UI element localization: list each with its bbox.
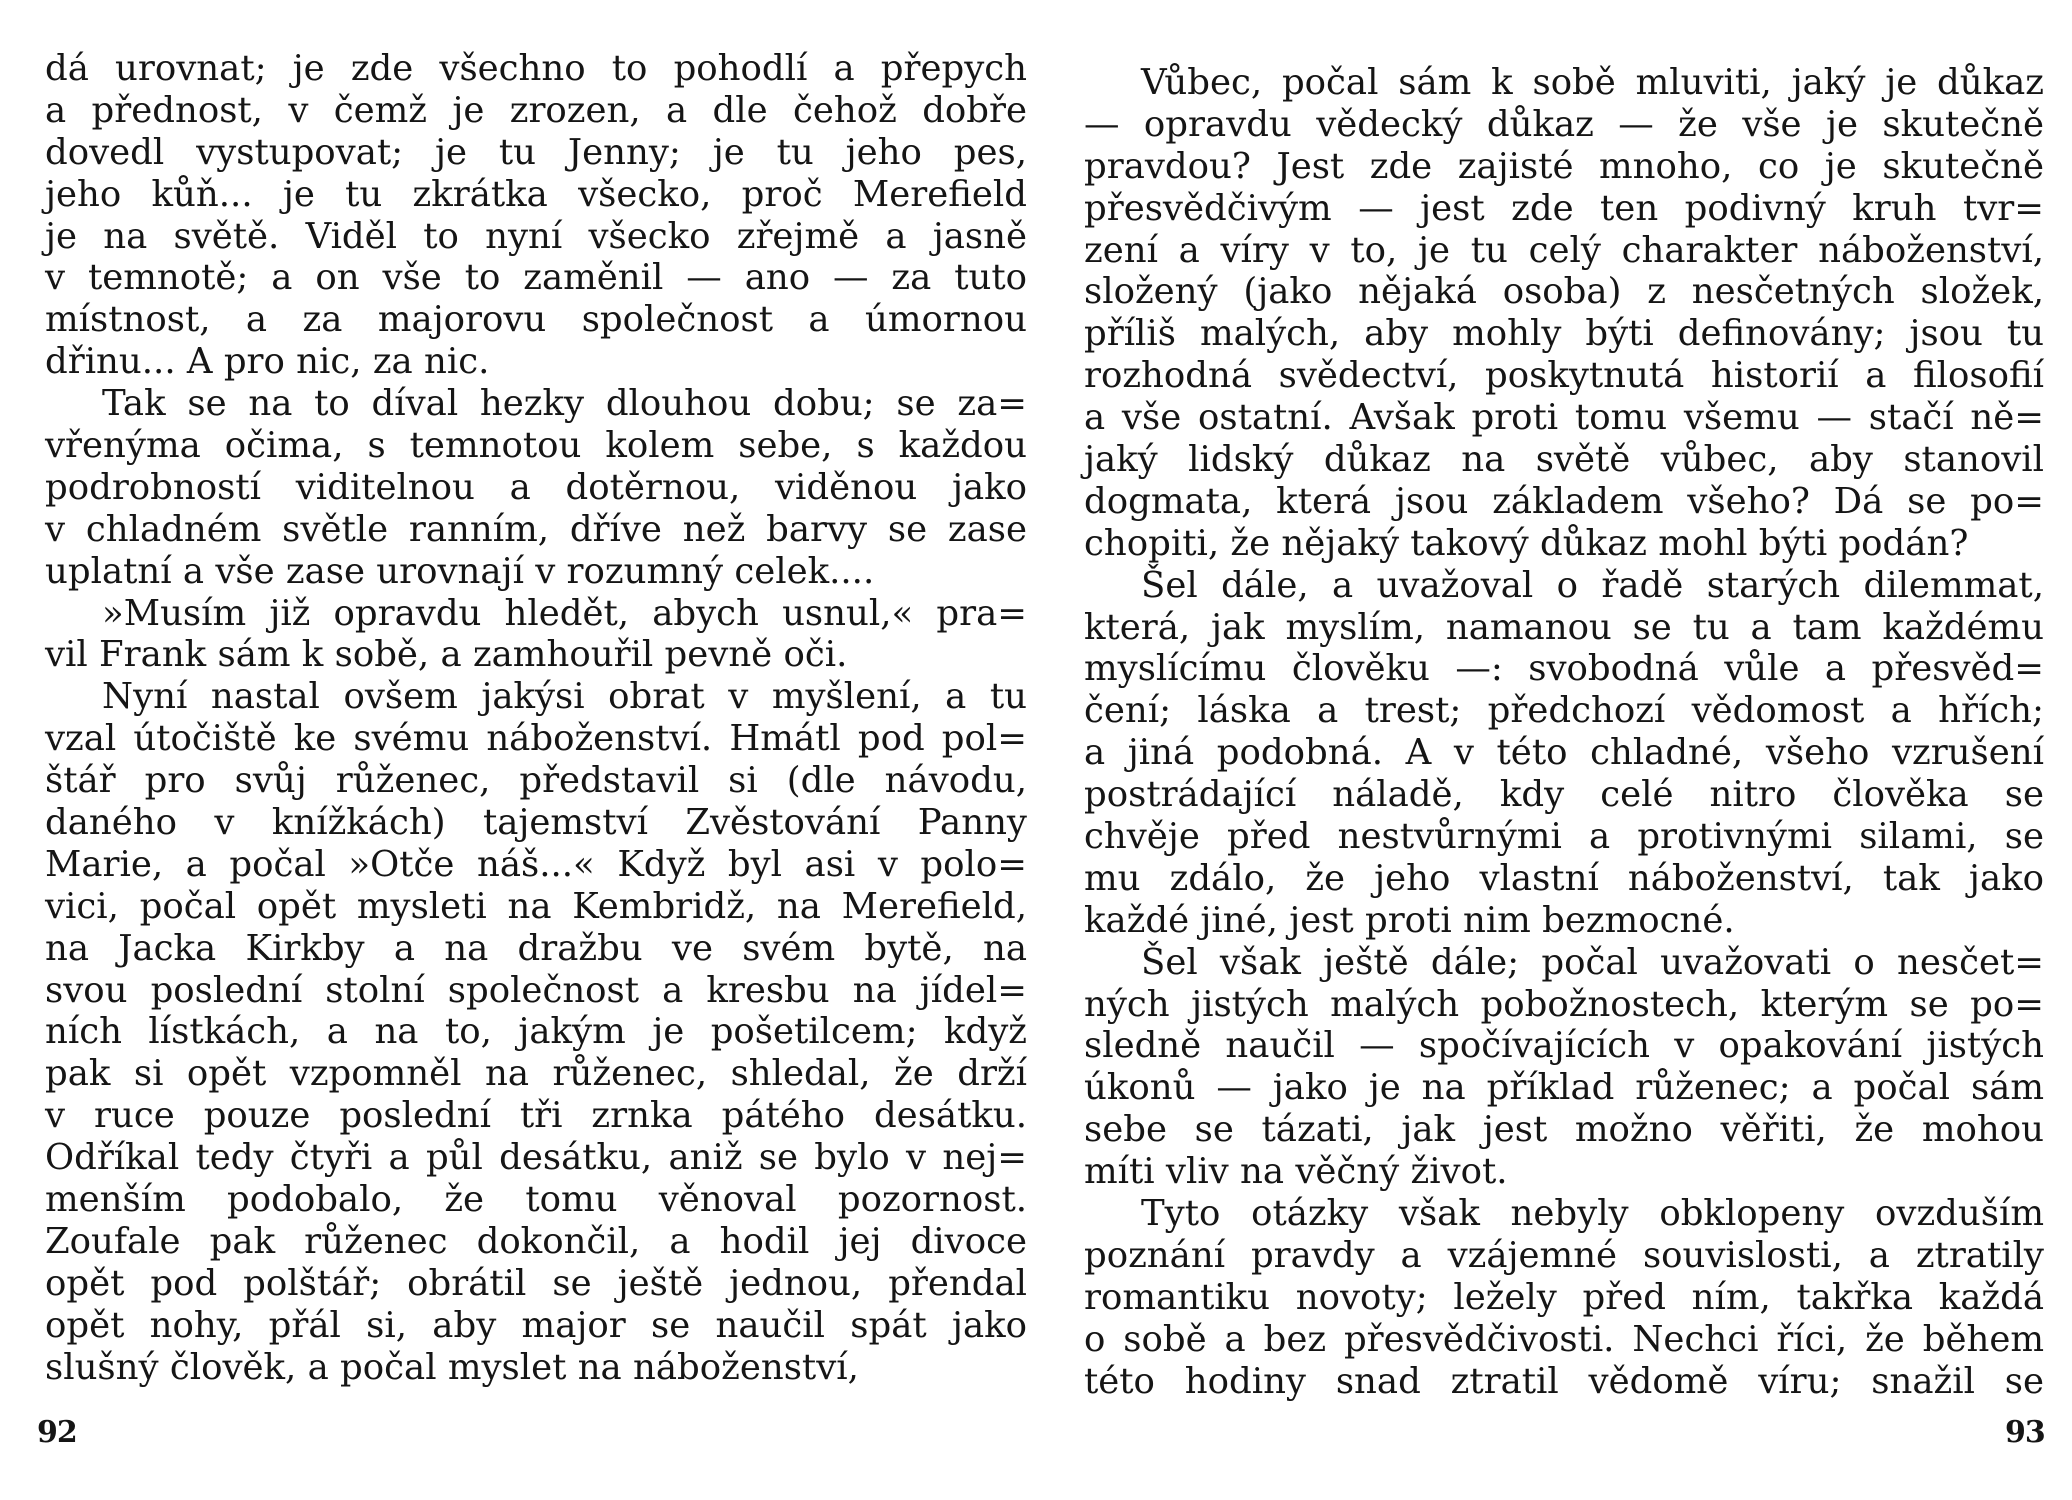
text-line: Odříkal tedy čtyři a půl desátku, aniž se bylo v nej= <box>45 1137 1027 1179</box>
text-line: místnost, a za majorovu společnost a úmornou <box>45 299 1027 341</box>
text-line: dá urovnat; je zde všechno to pohodlí a přepych <box>45 48 1027 89</box>
text-line: Zoufale pak růženec dokončil, a hodil jej divoce <box>45 1220 1027 1262</box>
text-line: míti vliv na věčný život. <box>1084 1151 1508 1193</box>
text-line: myslícímu člověku —: svobodná vůle a přesvěd= <box>1084 648 2044 690</box>
text-line: a vše ostatní. Avšak proti tomu všemu — stačí ně= <box>1084 397 2044 439</box>
text-line: ných jistých malých pobožnostech, kterým se po= <box>1084 983 2044 1025</box>
text-line: vil Frank sám k sobě, a zamhouřil pevně oči. <box>45 634 848 676</box>
text-line: čení; láska a trest; předchozí vědomost a hřích; <box>1084 690 2044 732</box>
text-line: v temnotě; a on vše to zaměnil — ano — za tuto <box>45 257 1027 299</box>
paragraph <box>1084 565 2044 942</box>
paragraph <box>45 48 1027 383</box>
text-line: a přednost, v čemž je zrozen, a dle čehož dobře <box>45 89 1027 131</box>
text-line: úkonů — jako je na příklad růženec; a počal sám <box>1084 1067 2044 1109</box>
text-line: sledně naučil — spočívajících v opakování jistých <box>1084 1025 2044 1067</box>
right-page-text <box>1084 62 2044 1403</box>
text-line: ních lístkách, a na to, jakým je pošetilcem; když <box>45 1011 1027 1053</box>
text-line: chopiti, že nějaký takový důkaz mohl býti podán? <box>1084 522 1969 564</box>
text-line: daného v knížkách) tajemství Zvěstování Panny <box>45 802 1027 844</box>
text-line: rozhodná svědectví, poskytnutá historií a filosofií <box>1084 355 2044 397</box>
left-page-number: 92 <box>37 1415 77 1450</box>
text-line: dogmata, která jsou základem všeho? Dá se po= <box>1084 480 2044 522</box>
text-line: jaký lidský důkaz na světě vůbec, aby stanovil <box>1084 439 2044 481</box>
left-page-text <box>45 48 1027 1389</box>
text-line: podrobností viditelnou a dotěrnou, viděnou jako <box>45 466 1027 508</box>
text-line: poznání pravdy a vzájemné souvislosti, a ztratily <box>1084 1234 2044 1276</box>
paragraph <box>45 676 1027 1388</box>
text-line: vici, počal opět mysleti na Kembridž, na Merefield, <box>45 885 1027 927</box>
text-line: postrádající náladě, kdy celé nitro člověka se <box>1084 774 2044 816</box>
text-line: dovedl vystupovat; je tu Jenny; je tu jeho pes, <box>45 131 1027 173</box>
text-line: pak si opět vzpomněl na růženec, shledal, že drží <box>45 1053 1027 1095</box>
paragraph <box>45 383 1027 592</box>
text-line: v chladném světle ranním, dříve než barvy se zase <box>45 508 1027 550</box>
text-line: »Musím již opravdu hledět, abych usnul,« pra= <box>102 592 1027 634</box>
text-line: pravdou? Jest zde zajisté mnoho, co je skutečně <box>1084 145 2044 187</box>
text-line: chvěje před nestvůrnými a protivnými silami, se <box>1084 816 2044 858</box>
text-line: a jiná podobná. A v této chladné, všeho vzrušení <box>1084 732 2044 774</box>
text-line: vřenýma očima, s temnotou kolem sebe, s každou <box>45 425 1027 467</box>
text-line: přesvědčivým — jest zde ten podivný kruh tvr= <box>1084 187 2044 229</box>
text-line: svou poslední stolní společnost a kresbu na jídel= <box>45 969 1027 1011</box>
paragraph <box>1084 62 2044 565</box>
text-line: romantiku novoty; ležely před ním, takřka každá <box>1084 1276 2044 1318</box>
text-line: vzal útočiště ke svému náboženství. Hmátl pod pol= <box>45 718 1027 760</box>
paragraph <box>45 593 1027 677</box>
text-line: štář pro svůj růženec, představil si (dle návodu, <box>45 760 1027 802</box>
text-line: na Jacka Kirkby a na dražbu ve svém bytě, na <box>45 927 1027 969</box>
text-line: uplatní a vše zase urovnají v rozumný celek.... <box>45 550 875 592</box>
paragraph <box>1084 942 2044 1193</box>
text-line: menším podobalo, že tomu věnoval pozornost. <box>45 1179 1027 1221</box>
text-line: Šel však ještě dále; počal uvažovati o nesčet= <box>1141 941 2044 983</box>
text-line: o sobě a bez přesvědčivosti. Nechci říci, že během <box>1084 1318 2044 1360</box>
text-line: v ruce pouze poslední tři zrnka pátého desátku. <box>45 1095 1027 1137</box>
text-line: každé jiné, jest proti nim bezmocné. <box>1084 899 1735 941</box>
text-line: opět pod polštář; obrátil se ještě jednou, přendal <box>45 1262 1027 1304</box>
text-line: jeho kůň... je tu zkrátka všecko, proč Merefield <box>45 173 1027 215</box>
text-line: složený (jako nějaká osoba) z nesčetných složek, <box>1084 271 2044 313</box>
text-line: Nyní nastal ovšem jakýsi obrat v myšlení, a tu <box>102 676 1027 718</box>
text-line: sebe se tázati, jak jest možno věřiti, že mohou <box>1084 1109 2044 1151</box>
text-line: dřinu... A pro nic, za nic. <box>45 341 490 383</box>
text-line: Tak se na to díval hezky dlouhou dobu; se za= <box>102 383 1027 425</box>
text-line: Šel dále, a uvažoval o řadě starých dilemmat, <box>1141 564 2044 606</box>
right-page-number: 93 <box>2005 1415 2045 1450</box>
text-line: — opravdu vědecký důkaz — že vše je skutečně <box>1084 103 2044 145</box>
text-line: Tyto otázky však nebyly obklopeny ovzduším <box>1141 1193 2044 1235</box>
text-line: mu zdálo, že jeho vlastní náboženství, tak jako <box>1084 857 2044 899</box>
text-line: která, jak myslím, namanou se tu a tam každému <box>1084 606 2044 648</box>
text-line: této hodiny snad ztratil vědomě víru; snažil se <box>1084 1360 2044 1402</box>
text-line: příliš malých, aby mohly býti definovány; jsou tu <box>1084 313 2044 355</box>
text-line: Marie, a počal »Otče náš...« Když byl asi v polo= <box>45 843 1027 885</box>
text-line: Vůbec, počal sám k sobě mluviti, jaký je důkaz <box>1141 62 2044 103</box>
text-line: je na světě. Viděl to nyní všecko zřejmě a jasně <box>45 215 1027 257</box>
text-line: opět nohy, přál si, aby major se naučil spát jako <box>45 1304 1027 1346</box>
paragraph <box>1084 1193 2044 1402</box>
text-line: zení a víry v to, je tu celý charakter náboženství, <box>1084 229 2044 271</box>
text-line: slušný člověk, a počal myslet na náboženství, <box>45 1346 859 1388</box>
